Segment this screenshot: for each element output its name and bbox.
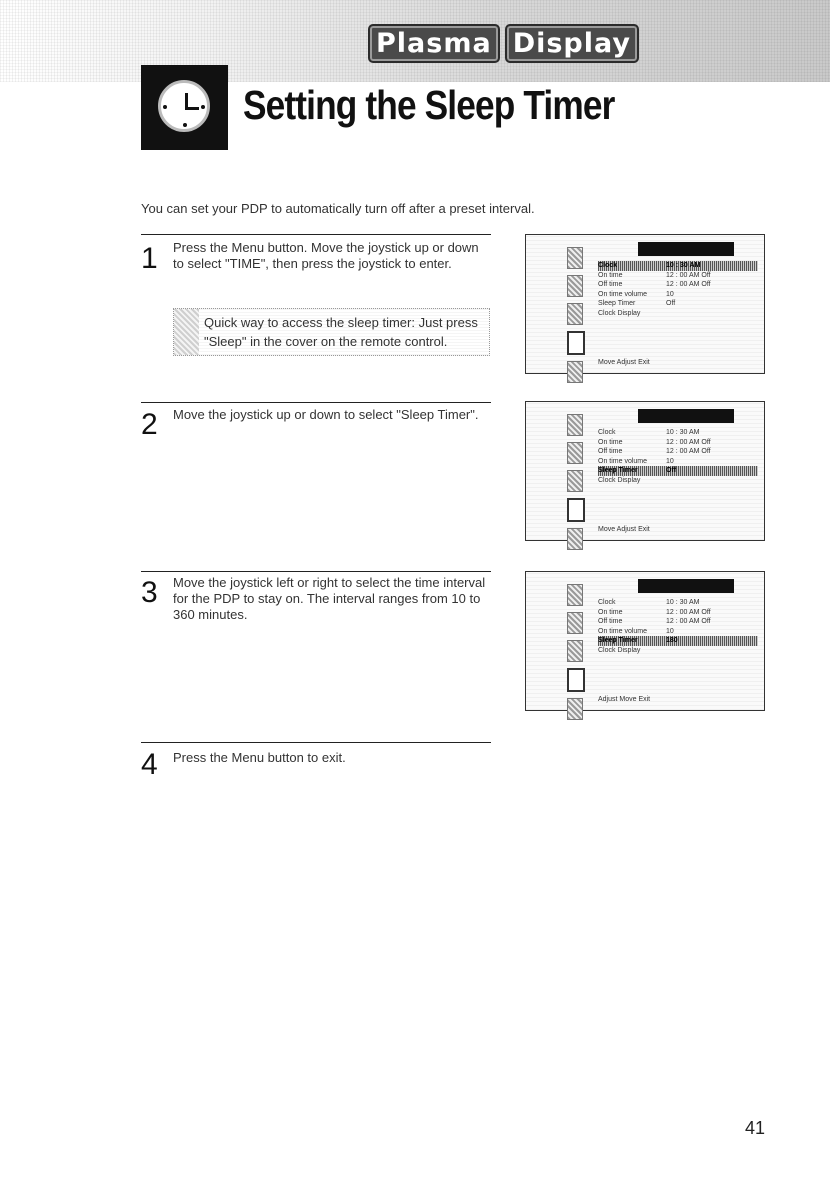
osd-menu-icons <box>567 584 583 726</box>
osd-title-bar <box>638 409 734 423</box>
picture-icon <box>567 247 583 269</box>
osd-row: On time 12 : 00 AM Off <box>598 438 711 446</box>
sound-icon <box>567 612 583 634</box>
osd-row: Clock 10 : 30 AM <box>598 261 758 271</box>
step-number: 4 <box>141 748 158 781</box>
osd-menu-icons <box>567 414 583 556</box>
osd-footer: Move Adjust Exit <box>598 359 650 366</box>
input-icon <box>567 528 583 550</box>
banner-word-display: Display <box>505 24 639 63</box>
osd-screen-sleep-select <box>525 401 765 541</box>
step-divider <box>141 742 491 743</box>
step-divider <box>141 571 491 572</box>
osd-screen-sleep-adjust <box>525 571 765 711</box>
step-text: Press the Menu button. Move the joystick up or down to select "TIME", then press the joystick to enter. <box>173 240 479 271</box>
banner-word-plasma: Plasma <box>368 24 500 63</box>
osd-footer: Adjust Move Exit <box>598 696 651 703</box>
osd-menu-icons <box>567 247 583 389</box>
step-text: Press the Menu button to exit. <box>173 750 346 765</box>
osd-row: Clock 10 : 30 AM <box>598 599 700 606</box>
setup-icon <box>567 331 585 355</box>
osd-row: On time volume 10 <box>598 457 674 465</box>
osd-row: On time volume 10 <box>598 290 674 298</box>
tip-note <box>173 308 490 356</box>
banner-title <box>368 24 639 63</box>
setup-icon <box>567 498 585 522</box>
osd-row: On time 12 : 00 AM Off <box>598 608 711 616</box>
osd-row: On time volume 10 <box>598 627 674 635</box>
osd-row: On time 12 : 00 AM Off <box>598 271 711 279</box>
osd-row: Sleep Timer Off <box>598 466 758 476</box>
picture-icon <box>567 414 583 436</box>
note-marker <box>174 309 199 355</box>
input-icon <box>567 361 583 383</box>
osd-title-bar <box>638 242 734 256</box>
step-divider <box>141 234 491 235</box>
channel-icon <box>567 470 583 492</box>
step-number: 3 <box>141 576 158 609</box>
osd-screen-time-menu <box>525 234 765 374</box>
osd-row: Off time 12 : 00 AM Off <box>598 618 711 625</box>
step-text: Move the joystick up or down to select "Sleep Timer". <box>173 407 479 422</box>
osd-row: Sleep Timer Off <box>598 300 676 307</box>
page-title: Setting the Sleep Timer <box>243 82 615 128</box>
header-banner <box>0 0 830 82</box>
channel-icon <box>567 303 583 325</box>
input-icon <box>567 698 583 720</box>
page-number: 41 <box>745 1118 766 1138</box>
step-divider <box>141 402 491 403</box>
step-number: 1 <box>141 242 158 275</box>
osd-row: Off time 12 : 00 AM Off <box>598 281 711 288</box>
osd-row: Sleep Timer 180 <box>598 636 758 646</box>
step-number: 2 <box>141 408 158 441</box>
osd-row: Clock 10 : 30 AM <box>598 429 700 436</box>
channel-icon <box>567 640 583 662</box>
osd-row: Clock Display <box>598 309 641 317</box>
note-text: Quick way to access the sleep timer: Just press "Sleep" in the cover on the remote control. <box>204 315 478 349</box>
osd-title-bar <box>638 579 734 593</box>
osd-row: Clock Display <box>598 476 641 484</box>
osd-row: Clock Display <box>598 646 641 654</box>
setup-icon <box>567 668 585 692</box>
step-text: Move the joystick left or right to select the time interval for the PDP to stay on. The interval ranges from 10 to 360 minutes. <box>173 575 486 622</box>
picture-icon <box>567 584 583 606</box>
osd-row: Off time 12 : 00 AM Off <box>598 448 711 455</box>
osd-footer: Move Adjust Exit <box>598 526 650 533</box>
clock-icon <box>141 65 228 150</box>
intro-text: You can set your PDP to automatically turn off after a preset interval. <box>141 201 535 216</box>
sound-icon <box>567 275 583 297</box>
sound-icon <box>567 442 583 464</box>
